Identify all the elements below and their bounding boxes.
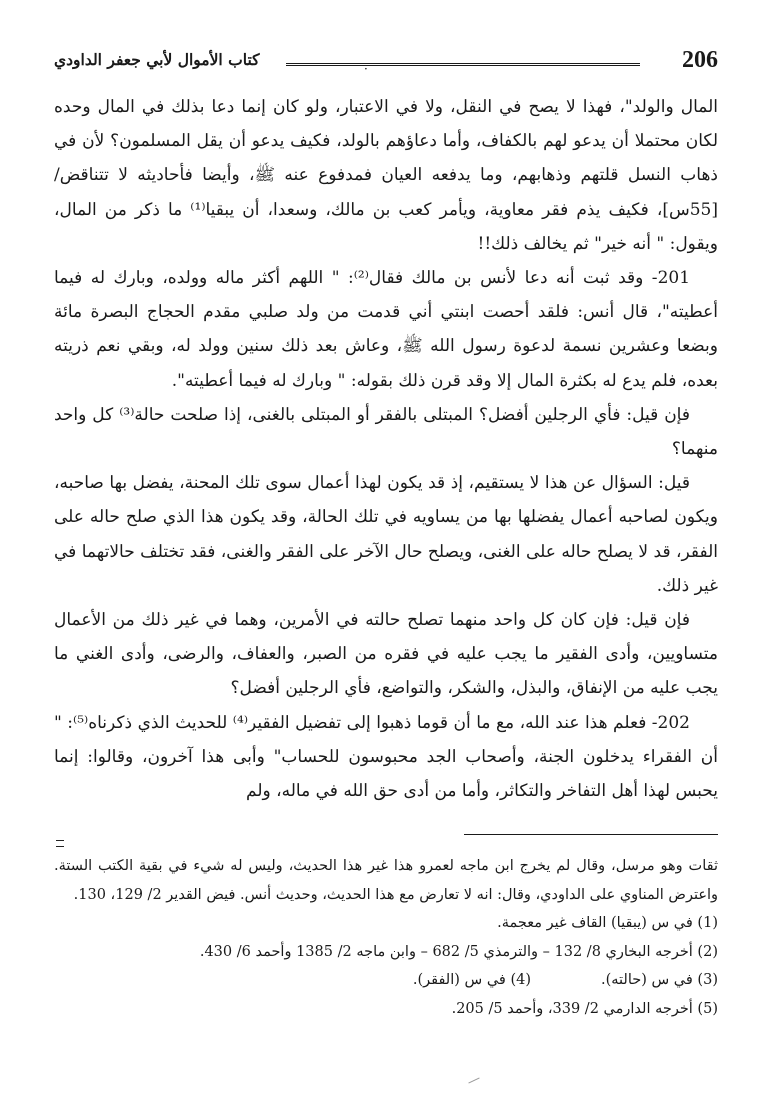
footnote-continuation: ثقات وهو مرسل، وقال لم يخرج ابن ماجه لعمرو هذا غير هذا الحديث، وليس له شيء في بقية الكتب الستة. واعترض المناوي على الداودي، وقال: انه لا تعارض مع هذا الحديث، وحديث أنس. فيض القدير 2/ 129، 130. [54, 858, 718, 903]
paragraph-1: المال والولد"، فهذا لا يصح في النقل، ولا في الاعتبار، ولو كان إنما دعا بذلك في المال وحده لكان محتملا أن يدعو لهم بالكفاف، وأما دعاؤهم بالولد، فكيف يدعو أن يقل المسلمون؟ لأن في ذهاب النسل قلتهم وذهابهم، وما يدفعه العيان فمدفوع عنه ﷺ، وأيضا فأحاديثه لا تتناقض/ [55س]، فكيف يذم فقر معاوية، ويأمر كعب بن مالك، وسعدا، أن يبقيا⁽¹⁾ ما ذكر من المال، ويقول: " أنه خير" ثم يخالف ذلك!! [54, 97, 718, 254]
footnote-separator [464, 834, 718, 835]
header-dot: · [364, 62, 368, 76]
page-header [54, 44, 718, 80]
page-number: 206 [682, 47, 718, 73]
running-title: كتاب الأموال لأبي جعفر الداودي [54, 50, 260, 69]
footnotes [54, 852, 718, 1024]
footnote-row-3-4 [54, 966, 718, 995]
footnote-5: (5) أخرجه الدارمي 2/ 339، وأحمد 5/ 205. [451, 1000, 718, 1017]
main-text [54, 90, 718, 808]
header-rule [286, 63, 640, 68]
scan-artifact [468, 1078, 479, 1084]
paragraph-201: 201- وقد ثبت أنه دعا لأنس بن مالك فقال⁽²⁾: " اللهم أكثر ماله وولده، وبارك له فيما أعطيته"، قال أنس: فلقد أحصت ابنتي أني قدمت من ولد صلبي مقدم الحجاج البصرة مائة وبضعا وعشرين نسمة لدعوة رسول الله ﷺ، وعاش بعد ذلك سنين وولد له، وبقي نعم ذريته بعده، فلم يدع له بكثرة المال إلا وقد قرن ذلك بقوله: " وبارك له فيما أعطيته". [54, 268, 718, 391]
book-page [54, 44, 718, 1074]
paragraph-202: 202- فعلم هذا عند الله، مع ما أن قوما ذهبوا إلى تفضيل الفقير⁽⁴⁾ للحديث الذي ذكرناه⁽⁵⁾: " أن الفقراء يدخلون الجنة، وأصحاب الجد محبوسون للحساب" وأبى هذا آخرون، وقالوا: إنما يحبس لهذا أهل التفاخر والتكاثر، وأما من أدى حق الله في ماله، ولم [54, 712, 718, 802]
footnote-continuation-mark [56, 840, 64, 847]
footnote-1: (1) في س (يبقيا) القاف غير معجمة. [497, 915, 718, 932]
paragraph-question-1: فإن قيل: فأي الرجلين أفضل؟ المبتلى بالفقر أو المبتلى بالغنى، إذا صلحت حالة⁽³⁾ كل واحد منهما؟ [54, 404, 718, 460]
footnote-4: (4) في س (الفقر). [412, 972, 532, 989]
footnote-2: (2) أخرجه البخاري 8/ 132 – والترمذي 5/ 682 – وابن ماجه 2/ 1385 وأحمد 6/ 430. [199, 943, 718, 960]
footnote-3: (3) في س (حالته). [601, 972, 718, 989]
paragraph-question-2: فإن قيل: فإن كان كل واحد منهما تصلح حالته في الأمرين، وهما في غير ذلك من الأعمال متساويين، وأدى الفقير ما يجب عليه في فقره من الصبر، والعفاف، والرضى، وأدى الغني ما يجب عليه من الإنفاق، والبذل، والشكر، والتواضع، فأي الرجلين أفضل؟ [54, 610, 718, 699]
paragraph-answer-1: قيل: السؤال عن هذا لا يستقيم، إذ قد يكون لهذا أعمال سوى تلك المحنة، يفضل بها صاحبه، ويكون لصاحبه أعمال يفضلها بها من يساويه في تلك الحالة، وقد يكون هذا الذي صلح حاله على الفقر، قد لا يصلح حاله على الغنى، ويصلح حال الآخر على الفقر والغنى، فقد تختلف حالاتهما في غير ذلك. [54, 473, 718, 596]
